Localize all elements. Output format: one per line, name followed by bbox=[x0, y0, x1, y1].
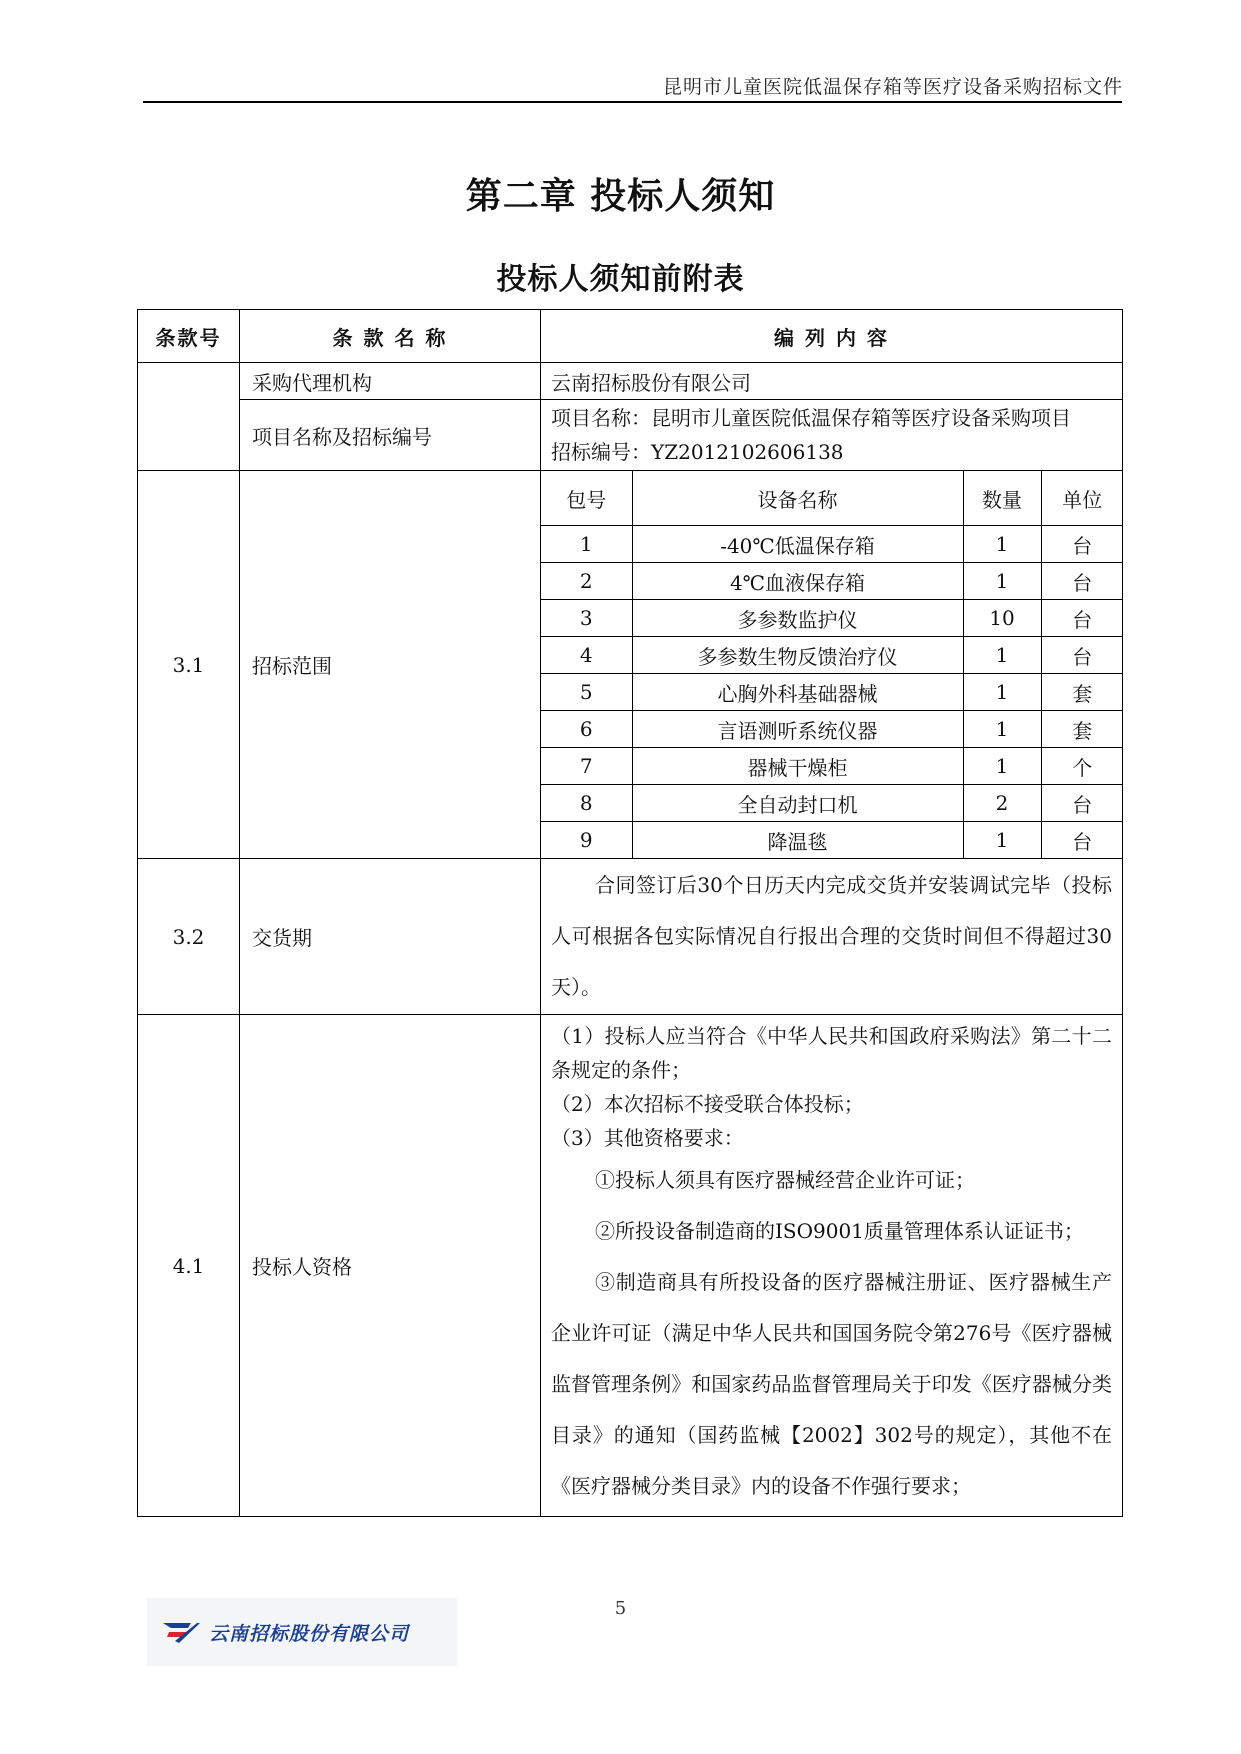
equipment-name: 器械干燥柜 bbox=[632, 748, 963, 785]
header-rule bbox=[143, 101, 1122, 103]
package-number: 1 bbox=[541, 526, 632, 563]
clause-number: 3.2 bbox=[138, 859, 240, 1015]
quantity: 10 bbox=[963, 600, 1041, 637]
package-number: 3 bbox=[541, 600, 632, 637]
unit: 套 bbox=[1041, 674, 1123, 711]
equipment-name: 多参数监护仪 bbox=[632, 600, 963, 637]
table-title: 投标人须知前附表 bbox=[496, 262, 745, 297]
company-logo-text: 云南招标股份有限公司 bbox=[209, 1622, 410, 1645]
clause-name: 交货期 bbox=[240, 859, 541, 1015]
scope-header-row bbox=[541, 471, 1123, 526]
header-clause-name: 条 款 名 称 bbox=[240, 310, 541, 363]
table-row bbox=[138, 363, 1123, 400]
table-row bbox=[138, 400, 1123, 471]
scope-table bbox=[541, 471, 1123, 858]
project-name-line: 项目名称：昆明市儿童医院低温保存箱等医疗设备采购项目 bbox=[551, 406, 1071, 430]
table-row bbox=[138, 859, 1123, 1015]
clause-number: 4.1 bbox=[138, 1015, 240, 1517]
company-logo-icon bbox=[161, 1619, 201, 1645]
quantity: 1 bbox=[963, 526, 1041, 563]
clause-name: 采购代理机构 bbox=[240, 363, 541, 400]
qualification-item: （1）投标人应当符合《中华人民共和国政府采购法》第二十二条规定的条件； bbox=[551, 1024, 1112, 1082]
scope-row bbox=[541, 711, 1123, 748]
qualification-sub-item: ①投标人须具有医疗器械经营企业许可证； bbox=[595, 1168, 975, 1192]
clause-name: 投标人资格 bbox=[240, 1015, 541, 1517]
table-row bbox=[138, 1015, 1123, 1517]
package-number: 6 bbox=[541, 711, 632, 748]
scope-header-package: 包号 bbox=[541, 471, 632, 526]
package-number: 9 bbox=[541, 822, 632, 859]
scope-row bbox=[541, 674, 1123, 711]
table-row bbox=[138, 471, 1123, 859]
scope-row bbox=[541, 822, 1123, 859]
qualification-sub-item: ③制造商具有所投设备的医疗器械注册证、医疗器械生产企业许可证（满足中华人民共和国国务院令第276号《医疗器械监督管理条例》和国家药品监督管理局关于印发《医疗器械分类目录》的通知（国药监械【2002】302号的规定），其他不在《医疗器械分类目录》内的设备不作强行要求； bbox=[551, 1270, 1112, 1498]
quantity: 1 bbox=[963, 637, 1041, 674]
unit: 台 bbox=[1041, 526, 1123, 563]
package-number: 7 bbox=[541, 748, 632, 785]
equipment-name: 言语测听系统仪器 bbox=[632, 711, 963, 748]
unit: 台 bbox=[1041, 600, 1123, 637]
delivery-period-text: 合同签订后30个日历天内完成交货并安装调试完毕（投标人可根据各包实际情况自行报出合理的交货时间但不得超过30天）。 bbox=[541, 859, 1123, 1015]
unit: 台 bbox=[1041, 785, 1123, 822]
chapter-title: 第二章 投标人须知 bbox=[465, 176, 776, 217]
page-number: 5 bbox=[614, 1598, 627, 1619]
scope-row bbox=[541, 748, 1123, 785]
company-logo bbox=[147, 1598, 457, 1666]
header-doc-title: 昆明市儿童医院低温保存箱等医疗设备采购招标文件 bbox=[662, 76, 1123, 98]
equipment-name: 多参数生物反馈治疗仪 bbox=[632, 637, 963, 674]
package-number: 4 bbox=[541, 637, 632, 674]
clause-number-empty bbox=[138, 363, 240, 471]
quantity: 2 bbox=[963, 785, 1041, 822]
package-number: 2 bbox=[541, 563, 632, 600]
clause-name: 项目名称及招标编号 bbox=[240, 400, 541, 471]
scope-header-equipment: 设备名称 bbox=[632, 471, 963, 526]
quantity: 1 bbox=[963, 674, 1041, 711]
bidder-notice-table bbox=[137, 309, 1123, 1517]
clause-content bbox=[541, 400, 1123, 471]
qualification-item: （2）本次招标不接受联合体投标； bbox=[551, 1092, 864, 1116]
equipment-name: 心胸外科基础器械 bbox=[632, 674, 963, 711]
clause-content: 云南招标股份有限公司 bbox=[541, 363, 1123, 400]
quantity: 1 bbox=[963, 822, 1041, 859]
quantity: 1 bbox=[963, 711, 1041, 748]
package-number: 5 bbox=[541, 674, 632, 711]
unit: 台 bbox=[1041, 637, 1123, 674]
clause-content bbox=[541, 471, 1123, 859]
scope-header-unit: 单位 bbox=[1041, 471, 1123, 526]
scope-row bbox=[541, 785, 1123, 822]
package-number: 8 bbox=[541, 785, 632, 822]
unit: 个 bbox=[1041, 748, 1123, 785]
equipment-name: 4℃血液保存箱 bbox=[632, 563, 963, 600]
quantity: 1 bbox=[963, 748, 1041, 785]
equipment-name: -40℃低温保存箱 bbox=[632, 526, 963, 563]
clause-number: 3.1 bbox=[138, 471, 240, 859]
unit: 台 bbox=[1041, 563, 1123, 600]
header-clause-number: 条款号 bbox=[138, 310, 240, 363]
unit: 台 bbox=[1041, 822, 1123, 859]
equipment-name: 全自动封口机 bbox=[632, 785, 963, 822]
header-content: 编 列 内 容 bbox=[541, 310, 1123, 363]
scope-row bbox=[541, 563, 1123, 600]
tender-number-line: 招标编号：YZ2012102606138 bbox=[551, 440, 844, 464]
scope-row bbox=[541, 600, 1123, 637]
clause-content bbox=[541, 1015, 1123, 1517]
equipment-name: 降温毯 bbox=[632, 822, 963, 859]
scope-header-quantity: 数量 bbox=[963, 471, 1041, 526]
qualification-item: （3）其他资格要求： bbox=[551, 1126, 744, 1150]
scope-row bbox=[541, 637, 1123, 674]
scope-row bbox=[541, 526, 1123, 563]
quantity: 1 bbox=[963, 563, 1041, 600]
unit: 套 bbox=[1041, 711, 1123, 748]
table-header-row bbox=[138, 310, 1123, 363]
qualification-sub-item: ②所投设备制造商的ISO9001质量管理体系认证证书； bbox=[595, 1219, 1084, 1243]
clause-name: 招标范围 bbox=[240, 471, 541, 859]
